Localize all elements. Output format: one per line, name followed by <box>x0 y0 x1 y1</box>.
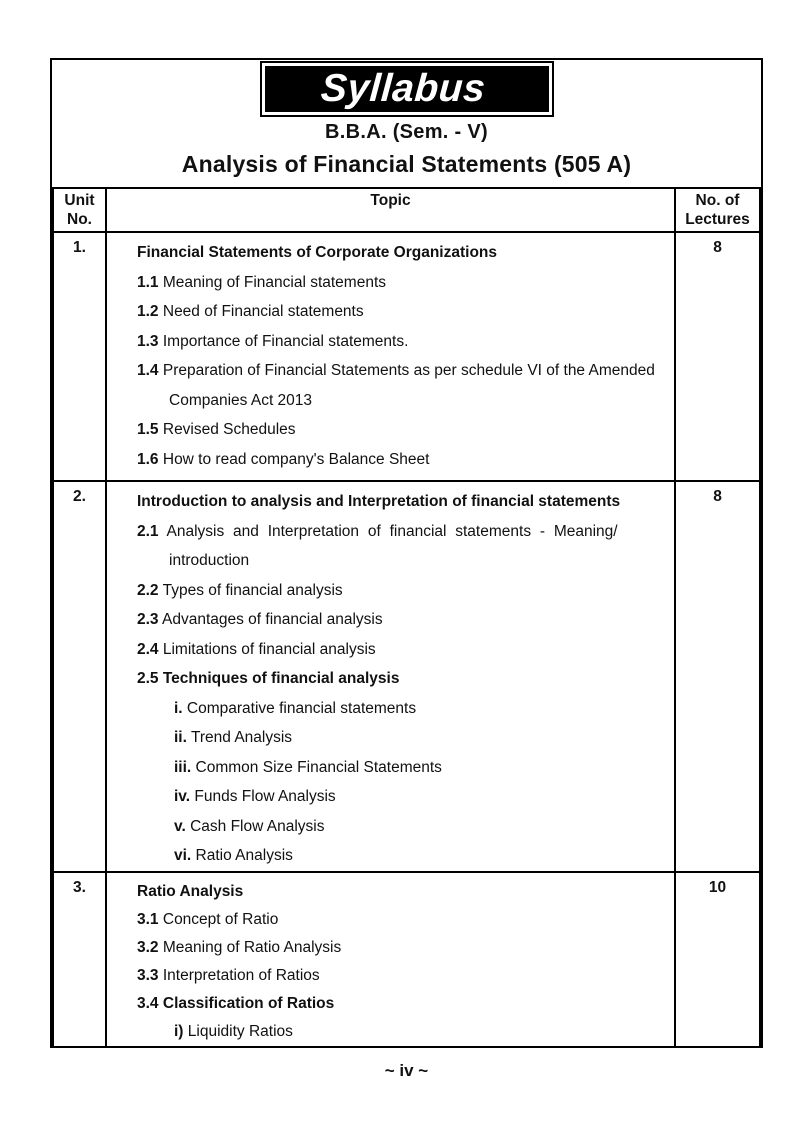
item-number: iii. <box>174 758 192 776</box>
syllabus-item <box>137 906 666 934</box>
unit-row <box>53 872 760 1047</box>
item-number: 3.1 <box>137 910 159 928</box>
column-header-unit-no <box>53 188 106 232</box>
item-text: Cash Flow Analysis <box>185 817 325 835</box>
unit-row <box>53 481 760 872</box>
item-number: 2.4 <box>137 640 159 658</box>
document-title-area <box>52 60 761 187</box>
syllabus-item <box>137 841 666 871</box>
syllabus-document-frame <box>50 58 763 1048</box>
syllabus-item <box>137 356 666 415</box>
unit-lecture-count: 8 <box>675 481 760 872</box>
item-text: Meaning of Ratio Analysis <box>158 938 342 956</box>
unit-topic-cell <box>106 872 675 1047</box>
item-text: Advantages of financial analysis <box>158 611 383 628</box>
item-number: v. <box>174 817 186 835</box>
item-text: Concept of Ratio <box>158 910 279 928</box>
syllabus-item <box>137 962 666 990</box>
item-text: Liquidity Ratios <box>183 1022 293 1040</box>
unit-title: Ratio Analysis <box>137 882 244 900</box>
syllabus-item <box>137 782 666 812</box>
lectures-header-line1: No. of <box>695 192 740 209</box>
item-text: Common Size Financial Statements <box>191 758 442 776</box>
unit-header-line1: Unit <box>64 192 95 209</box>
item-text: Revised Schedules <box>158 421 296 438</box>
syllabus-item <box>137 445 666 475</box>
unit-header-line2: No. <box>67 211 92 228</box>
unit-lecture-count: 8 <box>675 232 760 481</box>
item-number: 1.3 <box>137 332 159 350</box>
item-text: Companies Act 2013 <box>169 391 313 409</box>
column-header-lectures <box>675 188 760 232</box>
syllabus-item <box>137 576 666 606</box>
topic-header-label: Topic <box>370 192 411 209</box>
item-text: Need of Financial statements <box>158 303 364 320</box>
syllabus-item <box>137 1018 666 1046</box>
syllabus-item <box>137 723 666 753</box>
syllabus-item <box>137 694 666 724</box>
syllabus-item <box>137 812 666 842</box>
item-number: i. <box>174 699 183 717</box>
item-number: 3.2 <box>137 938 159 956</box>
item-text: Techniques of financial analysis <box>158 670 400 687</box>
unit-number: 3. <box>53 872 106 1047</box>
page-number: ~ iv ~ <box>384 1061 429 1080</box>
item-text: Meaning of Financial statements <box>158 273 387 291</box>
unit-row <box>53 232 760 481</box>
unit-title: Financial Statements of Corporate Organizations <box>137 244 498 261</box>
item-text: introduction <box>169 552 250 569</box>
syllabus-item <box>137 327 666 357</box>
program-title: B.B.A. (Sem. - V) <box>325 121 488 143</box>
item-number: 1.4 <box>137 362 159 379</box>
syllabus-item <box>137 297 666 327</box>
lectures-header-line2: Lectures <box>685 211 750 228</box>
syllabus-item <box>137 635 666 665</box>
item-text: Interpretation of Ratios <box>158 966 320 984</box>
item-number: iv. <box>174 788 191 805</box>
item-text: Classification of Ratios <box>158 994 335 1012</box>
item-text: Analysis and Interpretation of financial statements - Meaning/ <box>158 522 618 540</box>
item-text: How to read company's Balance Sheet <box>158 450 430 468</box>
item-number: 1.6 <box>137 450 159 468</box>
item-number: ii. <box>174 729 187 746</box>
syllabus-item <box>137 990 666 1018</box>
syllabus-banner-label: Syllabus <box>319 67 488 110</box>
table-header-row <box>53 188 760 232</box>
item-number: 1.1 <box>137 273 159 291</box>
item-number: 3.4 <box>137 994 159 1012</box>
item-text: Comparative financial statements <box>182 699 417 717</box>
item-number: i) <box>174 1022 184 1040</box>
item-number: 1.5 <box>137 421 159 438</box>
item-number: 1.2 <box>137 303 159 320</box>
item-number: 2.3 <box>137 611 159 628</box>
syllabus-item <box>137 605 666 635</box>
item-text: Importance of Financial statements. <box>158 332 409 350</box>
item-text: Limitations of financial analysis <box>158 640 376 658</box>
item-number: 2.2 <box>137 581 159 599</box>
item-text: Preparation of Financial Statements as per schedule VI of the Amended <box>158 362 655 379</box>
unit-title: Introduction to analysis and Interpretation of financial statements <box>137 493 621 510</box>
item-text: Funds Flow Analysis <box>190 788 336 805</box>
course-title: Analysis of Financial Statements (505 A) <box>181 151 632 177</box>
syllabus-item <box>137 415 666 445</box>
unit-number: 2. <box>53 481 106 872</box>
syllabus-item <box>137 934 666 962</box>
syllabus-item <box>137 753 666 783</box>
syllabus-table <box>52 187 761 1048</box>
syllabus-item <box>137 517 666 576</box>
item-text: Types of financial analysis <box>158 581 343 599</box>
unit-topic-cell <box>106 232 675 481</box>
item-text: Trend Analysis <box>186 729 293 746</box>
item-number: vi. <box>174 847 192 864</box>
syllabus-banner <box>260 61 554 117</box>
unit-lecture-count: 10 <box>675 872 760 1047</box>
column-header-topic <box>106 188 675 232</box>
syllabus-item <box>137 268 666 298</box>
item-text: Ratio Analysis <box>191 847 293 864</box>
item-number: 3.3 <box>137 966 159 984</box>
syllabus-banner-inner <box>265 66 549 112</box>
unit-topic-cell <box>106 481 675 872</box>
unit-number: 1. <box>53 232 106 481</box>
syllabus-item <box>137 664 666 694</box>
item-number: 2.1 <box>137 522 159 540</box>
item-number: 2.5 <box>137 670 159 687</box>
